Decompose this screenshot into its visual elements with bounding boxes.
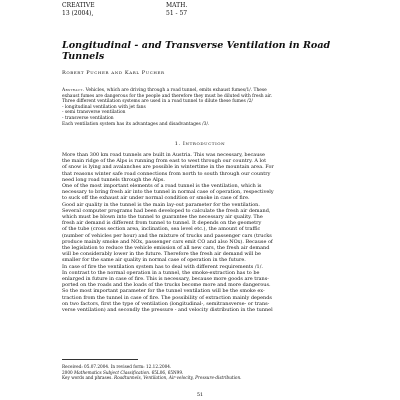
body-line: ported on the roads and the loads of the trucks become more and more dangerous. — [62, 282, 271, 289]
body-line: In contrast to the normal operation in a tunnel, the smoke-extraction has to be — [62, 269, 260, 276]
body-line: traction from the tunnel in case of fire. The possibility of extraction mainly depends — [62, 294, 272, 301]
body-line: One of the most important elements of a road tunnel is the ventilation, which is — [62, 183, 262, 190]
body-line: Several computer programs had been developed to calculate the fresh air demand, — [62, 207, 271, 214]
abstract-line: - transverse ventilation — [62, 115, 114, 121]
body-line: which must be blown into the tunnel to guarantee the necessary air quality. The — [62, 214, 263, 221]
footnote-rule — [62, 359, 138, 360]
body-line: So the most important parameter for the tunnel ventilation will be the smoke ex- — [62, 288, 265, 295]
msc-codes: 65L06, 65N99. — [151, 369, 184, 375]
body-line: the legislation to reduce the vehicle emission of all new cars, the fresh air demand — [62, 245, 270, 252]
journal-header-left — [62, 2, 95, 18]
body-line: of the tube (cross section area, inclination, sea level etc.), the amount of traffic — [62, 226, 261, 233]
abstract-text: Vehicles, which are driving through a road tunnel, emits exhaust fumes/1/. These — [85, 88, 267, 93]
abstract-line: exhaust fumes are dangerous for the people and therefore they must be diluted with fresh air. — [62, 93, 273, 99]
abstract-line: - semi transverse ventilation — [62, 110, 126, 116]
journal-header-right — [166, 2, 187, 18]
keywords: Roadtunnels, Ventilation, Air-velocity, Pressure-distribution. — [114, 375, 242, 381]
footnotes — [62, 364, 342, 381]
journal-pages: 51 - 57 — [166, 10, 188, 17]
body-line: smaller for the same air quality in normal case of operation in the future. — [62, 257, 246, 264]
body-line: that reasons winter safe road connections from north to south through our country — [62, 170, 271, 177]
keywords-label: Key words and phrases. — [62, 375, 113, 381]
body-line: Good air quality in the tunnel is the main lay-out parameter for the ventilation. — [62, 201, 260, 208]
body-line: of snow is lying and avalanches are possible in wintertime in the mountain area. For — [62, 164, 274, 171]
body-line: enlarged in future in case of fire. This is necessary, because more goods are trans- — [62, 276, 269, 283]
abstract-line: Three different ventilation systems are used in a road tunnel to dilute these fumes /2/ — [62, 99, 253, 105]
journal-name: CREATIVE — [62, 2, 95, 9]
body-text — [62, 152, 342, 313]
msc-label: Mathematics Subject Classification. — [74, 369, 151, 375]
body-line: More than 300 km road tunnels are built in Austria. This was necessary, because — [62, 152, 265, 158]
abstract-line: - longitudinal ventilation with jet fans — [62, 104, 146, 110]
msc-year: 2000 — [62, 369, 73, 375]
journal-volume: 13 (2004), — [62, 10, 94, 17]
body-line: need long road tunnels through the Alps. — [62, 176, 166, 183]
page-number: 51 — [196, 392, 204, 398]
journal-subject: MATH. — [166, 2, 188, 9]
section-heading: 1. Introduction — [174, 141, 226, 147]
body-line: In case of fire the ventilation system has to deal with different requirements /1/. — [62, 263, 263, 270]
paper-title — [62, 40, 342, 62]
body-line: produce mainly smoke and NOx, passenger cars emit CO and also NOx). Because of — [62, 238, 273, 245]
title-line: Tunnels — [62, 51, 105, 62]
body-line: to suck off the exhaust air under normal condition or smoke in case of fire. — [62, 195, 250, 202]
authors: Robert Pucher and Karl Pucher — [62, 70, 165, 76]
abstract-line: Each ventilation system has its advantages and disadvantages /3/. — [62, 121, 210, 127]
body-line: verse ventilation) and secondly the pressure - and velocity distribution in the tunnel — [62, 307, 273, 314]
received-note: Received: 05.07.2004. In revised form: 12.12.2004. — [62, 364, 172, 369]
body-line: the main ridge of the Alps is running from east to west through our country. A lot — [62, 158, 267, 165]
abstract — [62, 88, 336, 127]
keywords-note — [62, 375, 342, 381]
abstract-label: Abstract. — [62, 88, 85, 93]
body-line: (number of vehicles per hour) and the mixture of trucks and passenger cars (trucks — [62, 232, 272, 239]
title-line: Longitudinal - and Transverse Ventilation in Road — [62, 40, 331, 51]
body-line: on two factors, first the type of ventilation (longitudinal-, semitransverse- or trans- — [62, 300, 270, 307]
body-line: will be considerably lower in the future. Therefore the fresh air demand will be — [62, 251, 261, 258]
body-line: fresh air demand is different from tunnel to tunnel. It depends on the geometry — [62, 220, 262, 227]
body-line: necessary to bring fresh air into the tunnel in normal case of operation, respectively — [62, 189, 274, 196]
